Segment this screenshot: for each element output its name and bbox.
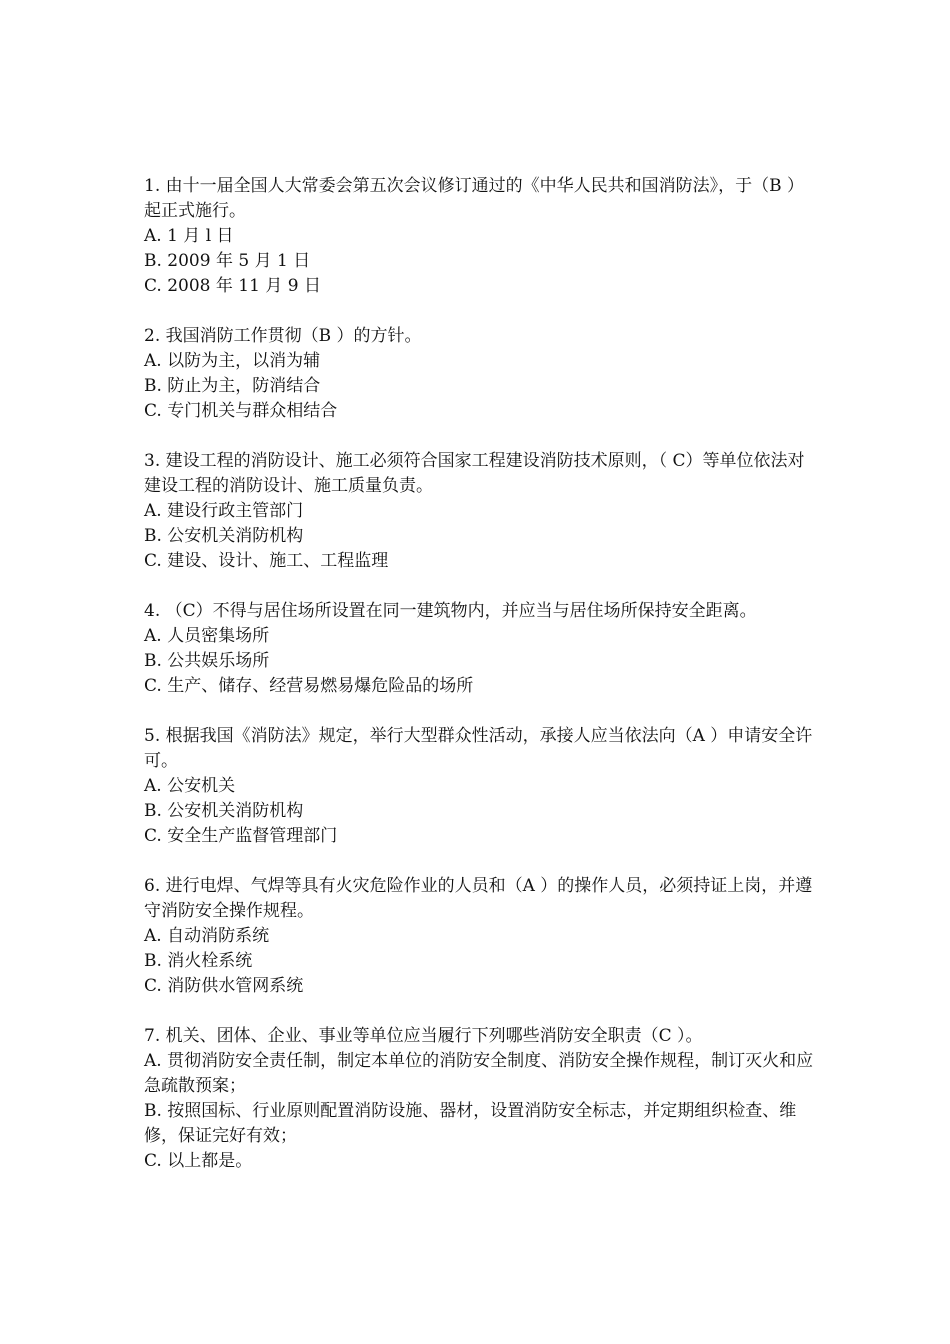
question-block	[144, 599, 816, 699]
question-stem: 2. 我国消防工作贯彻（B ）的方针。	[144, 326, 422, 346]
question-block	[144, 324, 816, 424]
answer-option: A. 公安机关	[144, 776, 236, 796]
question-stem: 7. 机关、团体、企业、事业等单位应当履行下列哪些消防安全职责（C ）。	[144, 1026, 703, 1046]
answer-option: B. 公安机关消防机构	[144, 526, 304, 546]
question-block	[144, 449, 816, 574]
answer-option: A. 1 月 l 日	[144, 226, 234, 246]
question-block	[144, 1024, 816, 1174]
answer-option: B. 消火栓系统	[144, 951, 253, 971]
question-list	[144, 174, 816, 1199]
answer-option: A. 自动消防系统	[144, 926, 270, 946]
answer-option: B. 2009 年 5 月 1 日	[144, 251, 311, 271]
question-stem: 3. 建设工程的消防设计、施工必须符合国家工程建设消防技术原则，（ C）等单位依法对建设工程的消防设计、施工质量负责。	[144, 451, 805, 496]
answer-option: A. 人员密集场所	[144, 626, 270, 646]
answer-option: A. 建设行政主管部门	[144, 501, 304, 521]
answer-option: C. 安全生产监督管理部门	[144, 826, 338, 846]
answer-option: C. 消防供水管网系统	[144, 976, 304, 996]
question-stem: 5. 根据我国《消防法》规定，举行大型群众性活动，承接人应当依法向（A ）申请安全许可。	[144, 726, 813, 771]
answer-option: B. 防止为主，防消结合	[144, 376, 321, 396]
answer-option: C. 建设、设计、施工、工程监理	[144, 551, 389, 571]
answer-option: C. 以上都是。	[144, 1151, 253, 1171]
answer-option: A. 贯彻消防安全责任制，制定本单位的消防安全制度、消防安全操作规程，制订灭火和应急疏散预案；	[144, 1051, 814, 1096]
question-stem: 1. 由十一届全国人大常委会第五次会议修订通过的《中华人民共和国消防法》，于（B ）起正式施行。	[144, 176, 805, 221]
answer-option: A. 以防为主，以消为辅	[144, 351, 321, 371]
answer-option: C. 专门机关与群众相结合	[144, 401, 338, 421]
question-stem: 6. 进行电焊、气焊等具有火灾危险作业的人员和（A ）的操作人员，必须持证上岗，并遵守消防安全操作规程。	[144, 876, 813, 921]
answer-option: C. 生产、储存、经营易燃易爆危险品的场所	[144, 676, 474, 696]
answer-option: B. 公共娱乐场所	[144, 651, 270, 671]
answer-option: C. 2008 年 11 月 9 日	[144, 276, 321, 296]
question-block	[144, 724, 816, 849]
answer-option: B. 按照国标、行业原则配置消防设施、器材，设置消防安全标志，并定期组织检查、维修，保证完好有效；	[144, 1101, 797, 1146]
question-stem: 4. （C）不得与居住场所设置在同一建筑物内，并应当与居住场所保持安全距离。	[144, 601, 757, 621]
answer-option: B. 公安机关消防机构	[144, 801, 304, 821]
question-block	[144, 174, 816, 299]
question-block	[144, 874, 816, 999]
